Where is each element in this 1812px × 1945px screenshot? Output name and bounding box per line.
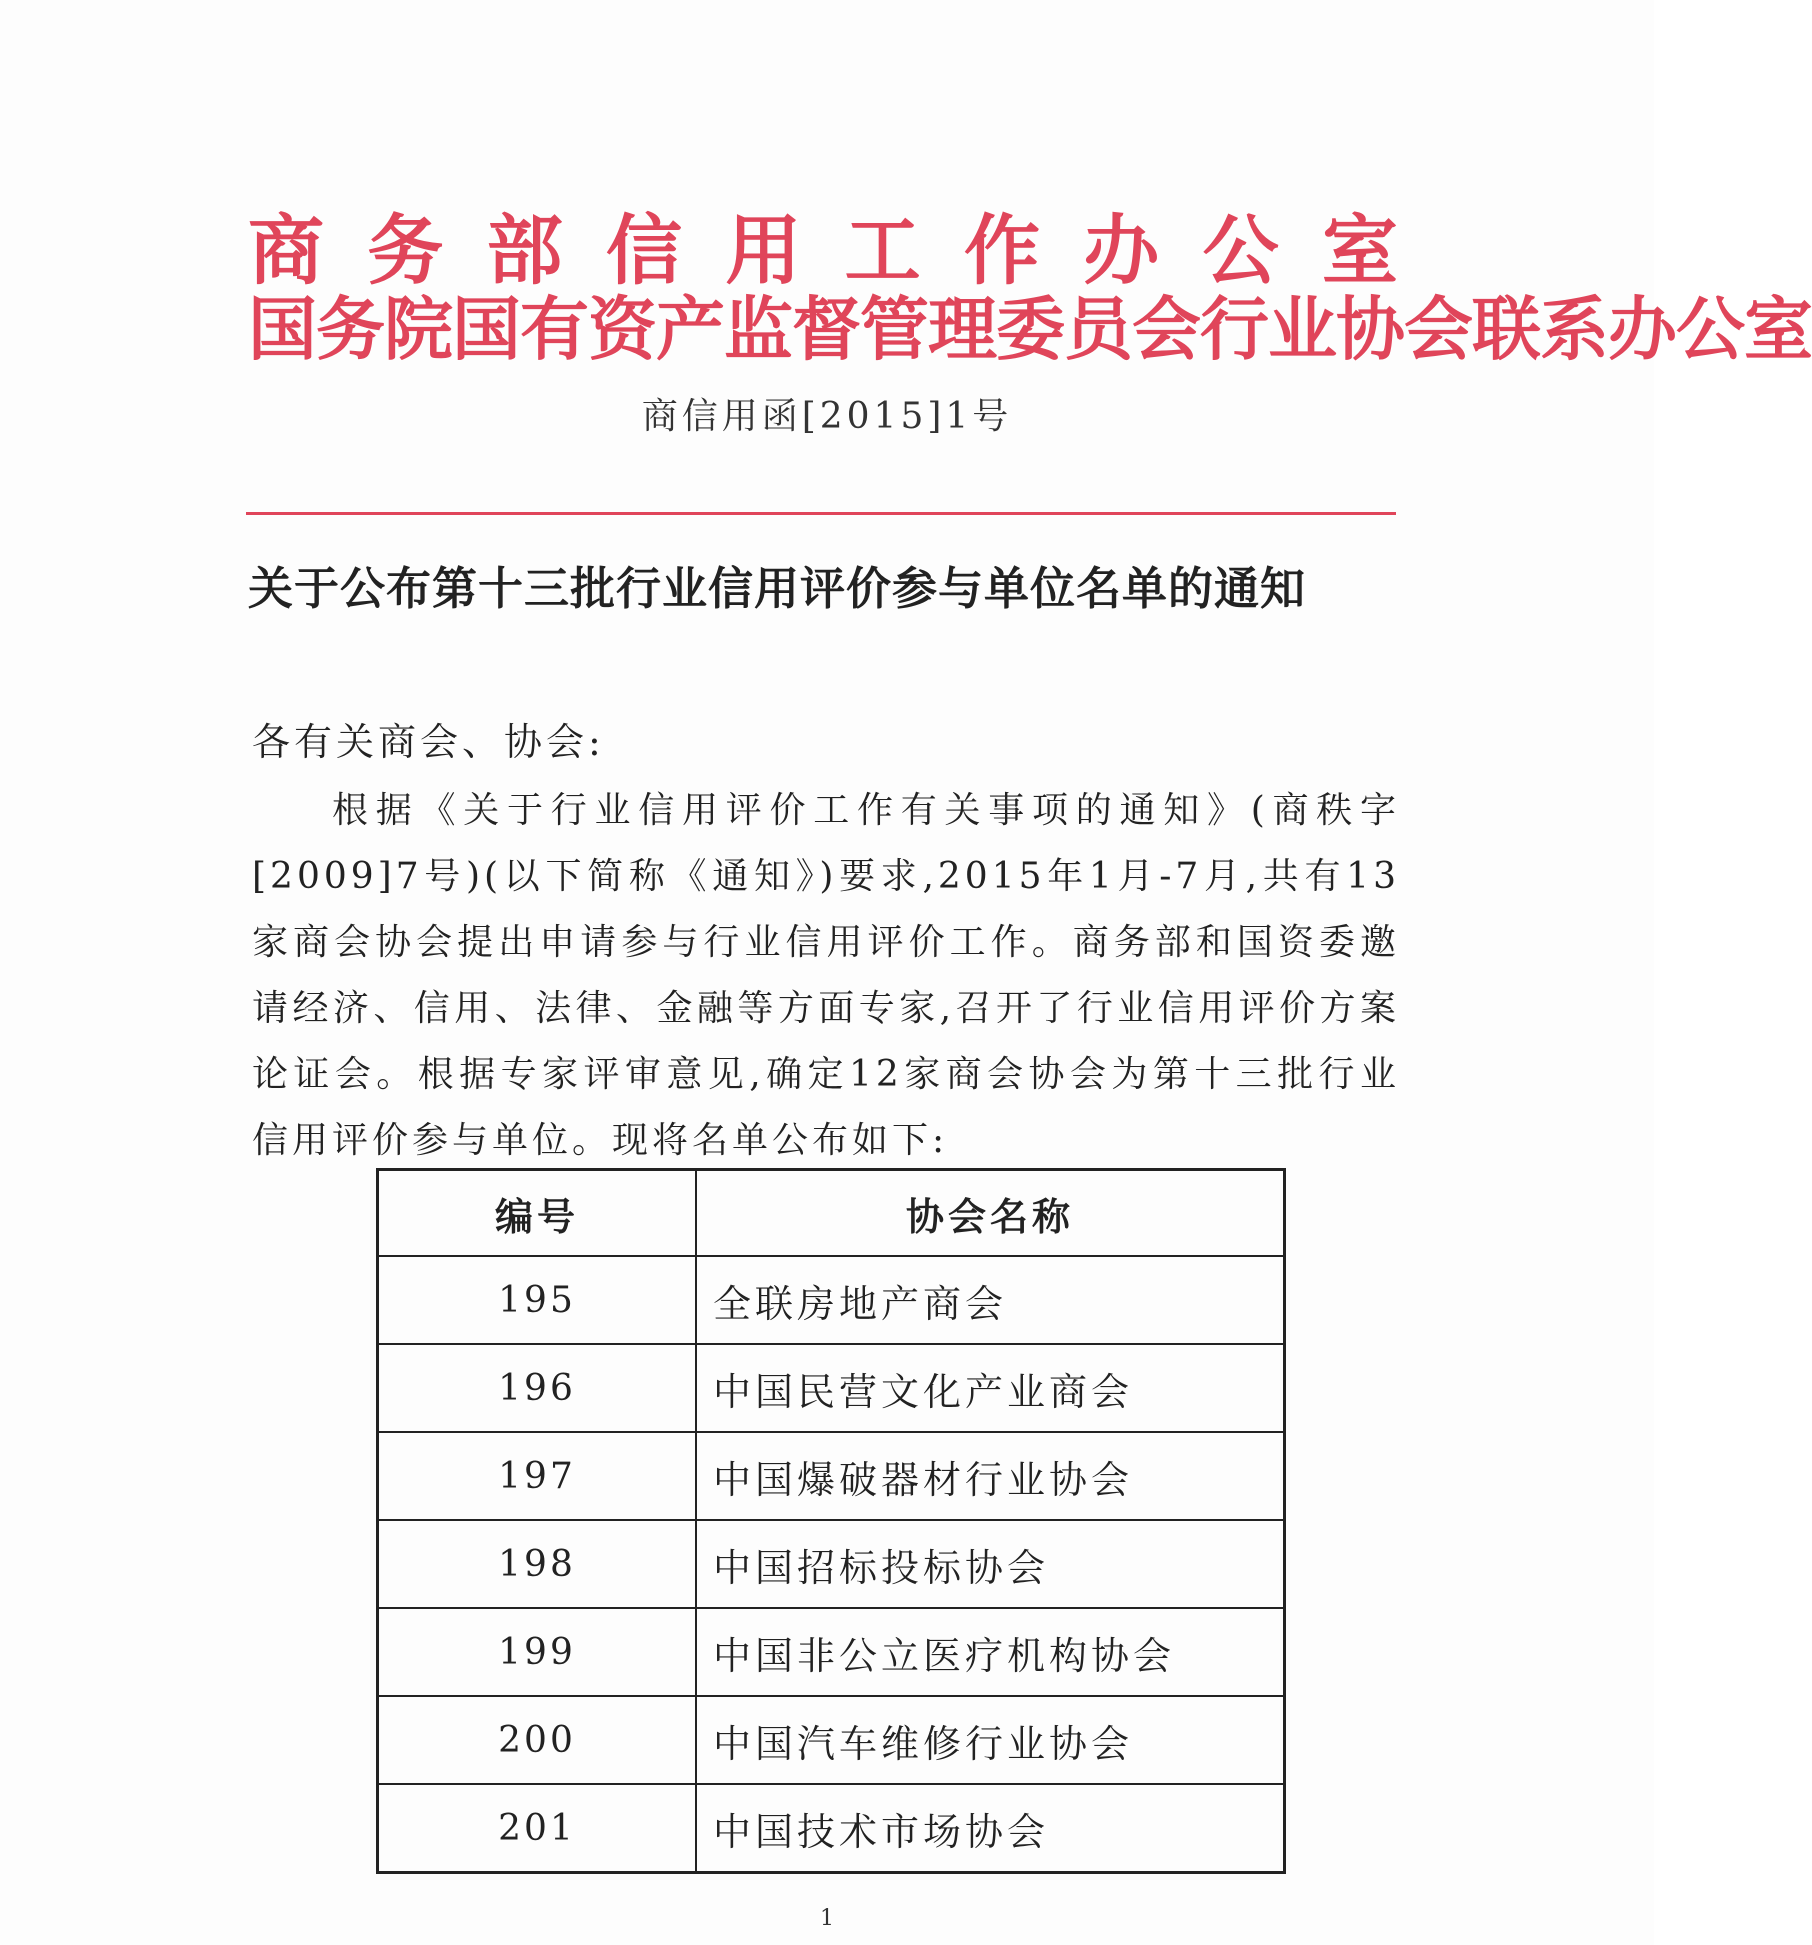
page-number: 1 (820, 1906, 834, 1931)
header-divider (246, 512, 1396, 515)
column-header-number: 编号 (378, 1170, 697, 1257)
table-row (378, 1520, 1285, 1608)
issuer-char: 商 (248, 206, 324, 295)
row-number: 201 (378, 1784, 697, 1873)
issuer-char: 作 (963, 206, 1040, 295)
row-association-name: 中国招标投标协会 (696, 1520, 1285, 1608)
column-header-name: 协会名称 (696, 1170, 1285, 1257)
body-paragraph: 根据《关于行业信用评价工作有关事项的通知》(商秩字[2009]7号)(以下简称《通知》)要求,2015年1月-7月,共有13家商会协会提出申请参与行业信用评价工作。商务部和国资委邀请经济、信用、法律、金融等方面专家,召开了行业信用评价方案论证会。根据专家评审意见,确定12家商会协会为第十三批行业信用评价参与单位。现将名单公布如下: (252, 790, 1400, 1161)
issuer-char: 信 (605, 206, 682, 295)
issuer-char: 工 (844, 206, 921, 295)
association-table (376, 1168, 1286, 1874)
issuer-char: 用 (725, 206, 802, 295)
issuer-char: 务 (367, 206, 444, 295)
row-association-name: 中国爆破器材行业协会 (696, 1432, 1285, 1520)
row-number: 196 (378, 1344, 697, 1432)
document-number: 商信用函[2015]1号 (641, 396, 1013, 437)
notice-title: 关于公布第十三批行业信用评价参与单位名单的通知 (248, 562, 1307, 615)
table-row (378, 1608, 1285, 1696)
table-row (378, 1696, 1285, 1784)
issuer-char: 室 (1321, 206, 1398, 295)
row-number: 195 (378, 1256, 697, 1344)
row-number: 200 (378, 1696, 697, 1784)
row-number: 197 (378, 1432, 697, 1520)
row-association-name: 全联房地产商会 (696, 1256, 1285, 1344)
row-association-name: 中国技术市场协会 (696, 1784, 1285, 1873)
row-number: 198 (378, 1520, 697, 1608)
row-number: 199 (378, 1608, 697, 1696)
row-association-name: 中国汽车维修行业协会 (696, 1696, 1285, 1784)
row-association-name: 中国非公立医疗机构协会 (696, 1608, 1285, 1696)
salutation: 各有关商会、协会: (252, 720, 605, 764)
issuer-line-1 (248, 208, 1398, 294)
table-header-row (378, 1170, 1285, 1257)
table-row (378, 1256, 1285, 1344)
table-row (378, 1344, 1285, 1432)
table-row (378, 1784, 1285, 1873)
issuer-char: 办 (1083, 206, 1160, 295)
issuer-line-2: 国务院国有资产监督管理委员会行业协会联系办公室 (248, 290, 1812, 370)
issuer-char: 公 (1202, 206, 1279, 295)
issuer-char: 部 (486, 206, 563, 295)
row-association-name: 中国民营文化产业商会 (696, 1344, 1285, 1432)
table-row (378, 1432, 1285, 1520)
